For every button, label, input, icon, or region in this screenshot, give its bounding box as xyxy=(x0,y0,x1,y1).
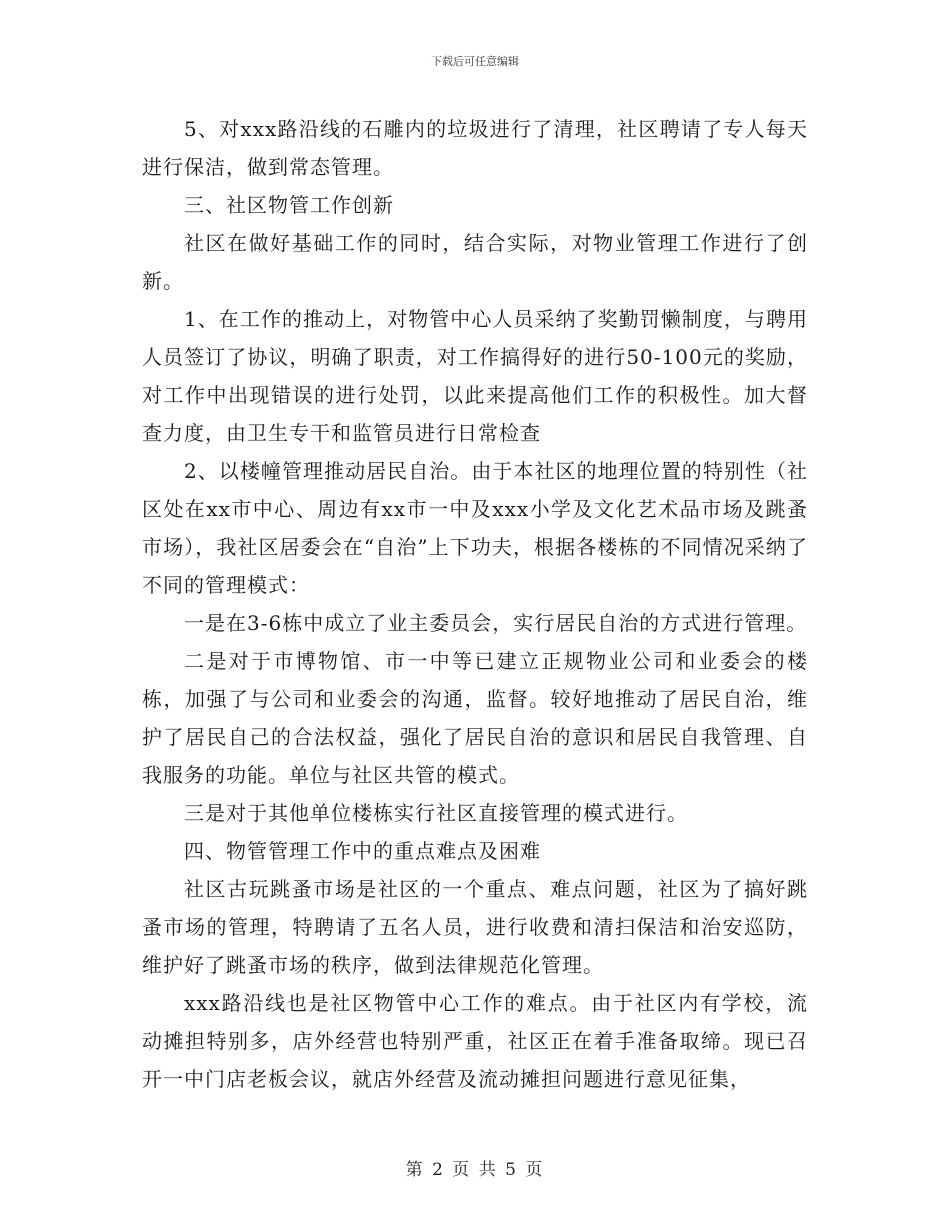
paragraph-road-difficulty: xxx路沿线也是社区物管中心工作的难点。由于社区内有学校，流动摊担特别多，店外经营也特别严重，社区正在着手准备取缔。现已召开一中门店老板会议，就店外经营及流动摊担问题进行意见征集， xyxy=(142,991,808,1091)
paragraph-innovation-intro: 社区在做好基础工作的同时，结合实际，对物业管理工作进行了创新。 xyxy=(142,231,808,293)
section-heading-innovation: 三、社区物管工作创新 xyxy=(184,193,394,217)
document-body xyxy=(142,110,808,1098)
page-header: 下载后可任意编辑 xyxy=(431,55,519,68)
paragraph-mode-three: 三是对于其他单位楼栋实行社区直接管理的模式进行。 xyxy=(184,801,688,825)
paragraph-item-5: 5、对xxx路沿线的石雕内的垃圾进行了清理，社区聘请了专人每天进行保洁，做到常态管理。 xyxy=(142,117,808,179)
section-heading-difficulties: 四、物管管理工作中的重点难点及困难 xyxy=(184,839,541,863)
paragraph-flea-market: 社区古玩跳蚤市场是社区的一个重点、难点问题，社区为了搞好跳蚤市场的管理，特聘请了五名人员，进行收费和清扫保洁和治安巡防，维护好了跳蚤市场的秩序，做到法律规范化管理。 xyxy=(142,877,808,977)
paragraph-item-1: 1、在工作的推动上，对物管中心人员采纳了奖勤罚懒制度，与聘用人员签订了协议，明确了职责，对工作搞得好的进行50-100元的奖励，对工作中出现错误的进行处罚，以此来提高他们工作的积极性。加大督查力度，由卫生专干和监管员进行日常检查 xyxy=(142,307,808,445)
paragraph-mode-one: 一是在3-6栋中成立了业主委员会，实行居民自治的方式进行管理。 xyxy=(184,611,808,635)
paragraph-item-2: 2、以楼幢管理推动居民自治。由于本社区的地理位置的特别性（社区处在xx市中心、周边有xx市一中及xxx小学及文化艺术品市场及跳蚤市场），我社区居委会在“自治”上下功夫，根据各楼栋的不同情况采纳了不同的管理模式： xyxy=(142,459,808,597)
page-number: 第 2 页 共 5 页 xyxy=(405,1160,545,1180)
paragraph-mode-two: 二是对于市博物馆、市一中等已建立正规物业公司和业委会的楼栋，加强了与公司和业委会的沟通，监督。较好地推动了居民自治，维护了居民自己的合法权益，强化了居民自治的意识和居民自我管理、自我服务的功能。单位与社区共管的模式。 xyxy=(142,649,808,787)
